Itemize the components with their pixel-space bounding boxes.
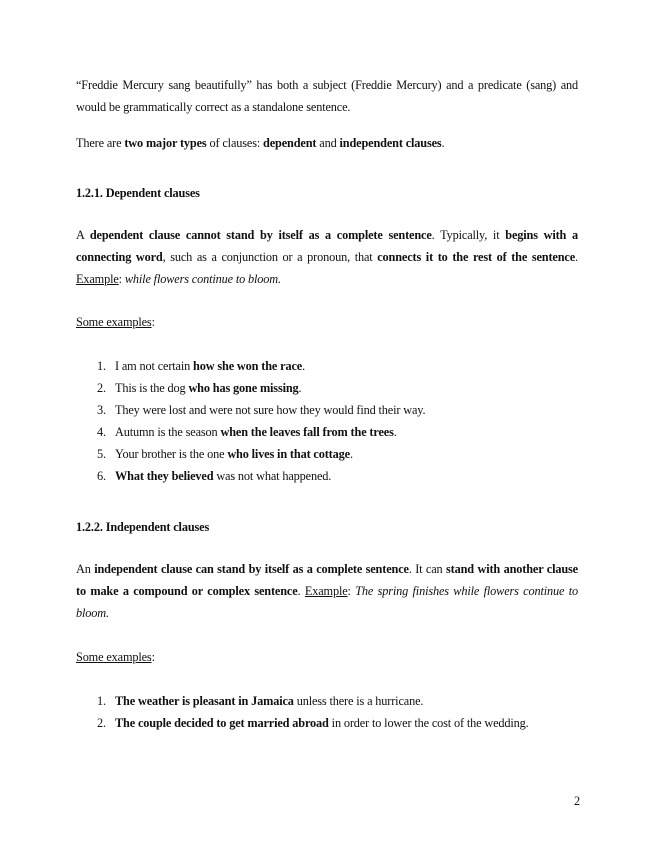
bold-run: who has gone missing [188, 381, 299, 395]
text-run: They were lost and were not sure how they would find their way. [115, 403, 426, 417]
text-run: . It can [408, 562, 447, 576]
text-run: This is the dog [115, 381, 189, 395]
bold-run: begins with a connecting word [76, 228, 579, 264]
colon: : [151, 315, 155, 329]
text-run: , such as a conjunction or a pronoun, that [162, 250, 378, 264]
intro-text: “Freddie Mercury sang beautifully” has both a subject (Freddie Mercury) and a predicate (sang) and would be grammatically correct as a standalone sentence. [76, 78, 578, 114]
example-text: The spring finishes while flowers continue to bloom. [76, 584, 578, 620]
text-run: There are [76, 136, 125, 150]
bold-run: how she won the race [193, 359, 303, 373]
list-item [76, 377, 578, 399]
independent-clause-definition [76, 558, 578, 624]
bold-run: dependent clause cannot stand by itself as a complete sentence [89, 228, 432, 242]
list-number: 1. [97, 359, 106, 373]
list-number: 3. [97, 403, 106, 417]
bold-run: dependent [263, 136, 317, 150]
text-run: . [575, 250, 578, 264]
example-label: Example [304, 584, 348, 598]
clause-types-paragraph [76, 132, 578, 154]
some-examples-text: Some examples [76, 650, 152, 664]
list-number: 5. [97, 447, 106, 461]
bold-run: The couple decided to get married abroad [115, 716, 329, 730]
list-item [76, 465, 578, 487]
text-run: . [302, 359, 305, 373]
list-item [76, 443, 578, 465]
bold-run: who lives in that cottage [227, 447, 350, 461]
text-run: . [349, 447, 353, 461]
text-run: in order to lower the cost of the wedding. [328, 716, 529, 730]
some-examples-label-1 [76, 311, 578, 333]
independent-examples-list [76, 690, 578, 734]
list-item [76, 712, 578, 734]
text-run: An [76, 562, 95, 576]
page-number: 2 [574, 794, 580, 808]
dependent-clause-definition [76, 224, 578, 290]
bold-run: two major types [124, 136, 207, 150]
heading-dependent-clauses: 1.2.1. Dependent clauses [76, 186, 200, 200]
text-run: : [118, 272, 125, 286]
example-label: Example [76, 272, 119, 286]
text-run: Autumn is the season [115, 425, 221, 439]
text-run: I am not certain [115, 359, 194, 373]
heading-independent-clauses: 1.2.2. Independent clauses [76, 520, 210, 534]
text-run: A [76, 228, 90, 242]
list-number: 2. [97, 716, 106, 730]
bold-run: independent clause can stand by itself as a complete sentence [94, 562, 409, 576]
list-item [76, 355, 578, 377]
list-item [76, 690, 578, 712]
list-item [76, 421, 578, 443]
bold-run: connects it to the rest of the sentence [377, 250, 576, 264]
text-run: and [316, 136, 340, 150]
bold-run: independent clauses [339, 136, 442, 150]
bold-run: when the leaves fall from the trees [220, 425, 394, 439]
text-run: . [441, 136, 445, 150]
bold-run: What they believed [115, 469, 214, 483]
bold-run: The weather is pleasant in Jamaica [115, 694, 294, 708]
list-number: 1. [97, 694, 106, 708]
text-run: . [297, 584, 305, 598]
bold-run: stand with another clause to make a compound or complex sentence [76, 562, 578, 598]
dependent-examples-list [76, 355, 578, 487]
colon: : [151, 650, 155, 664]
text-run: : [347, 584, 356, 598]
intro-paragraph [76, 74, 578, 118]
some-examples-text: Some examples [76, 315, 152, 329]
text-run: unless there is a hurricane. [293, 694, 424, 708]
example-text: while flowers continue to bloom. [124, 272, 281, 286]
text-run: was not what happened. [213, 469, 332, 483]
text-run: . Typically, it [431, 228, 506, 242]
text-run: . [393, 425, 397, 439]
text-run: . [298, 381, 302, 395]
some-examples-label-2 [76, 646, 578, 668]
list-number: 2. [97, 381, 106, 395]
list-number: 6. [97, 469, 106, 483]
text-run: of clauses: [206, 136, 264, 150]
document-page [76, 74, 578, 734]
list-number: 4. [97, 425, 106, 439]
text-run: Your brother is the one [115, 447, 228, 461]
list-item [76, 399, 578, 421]
